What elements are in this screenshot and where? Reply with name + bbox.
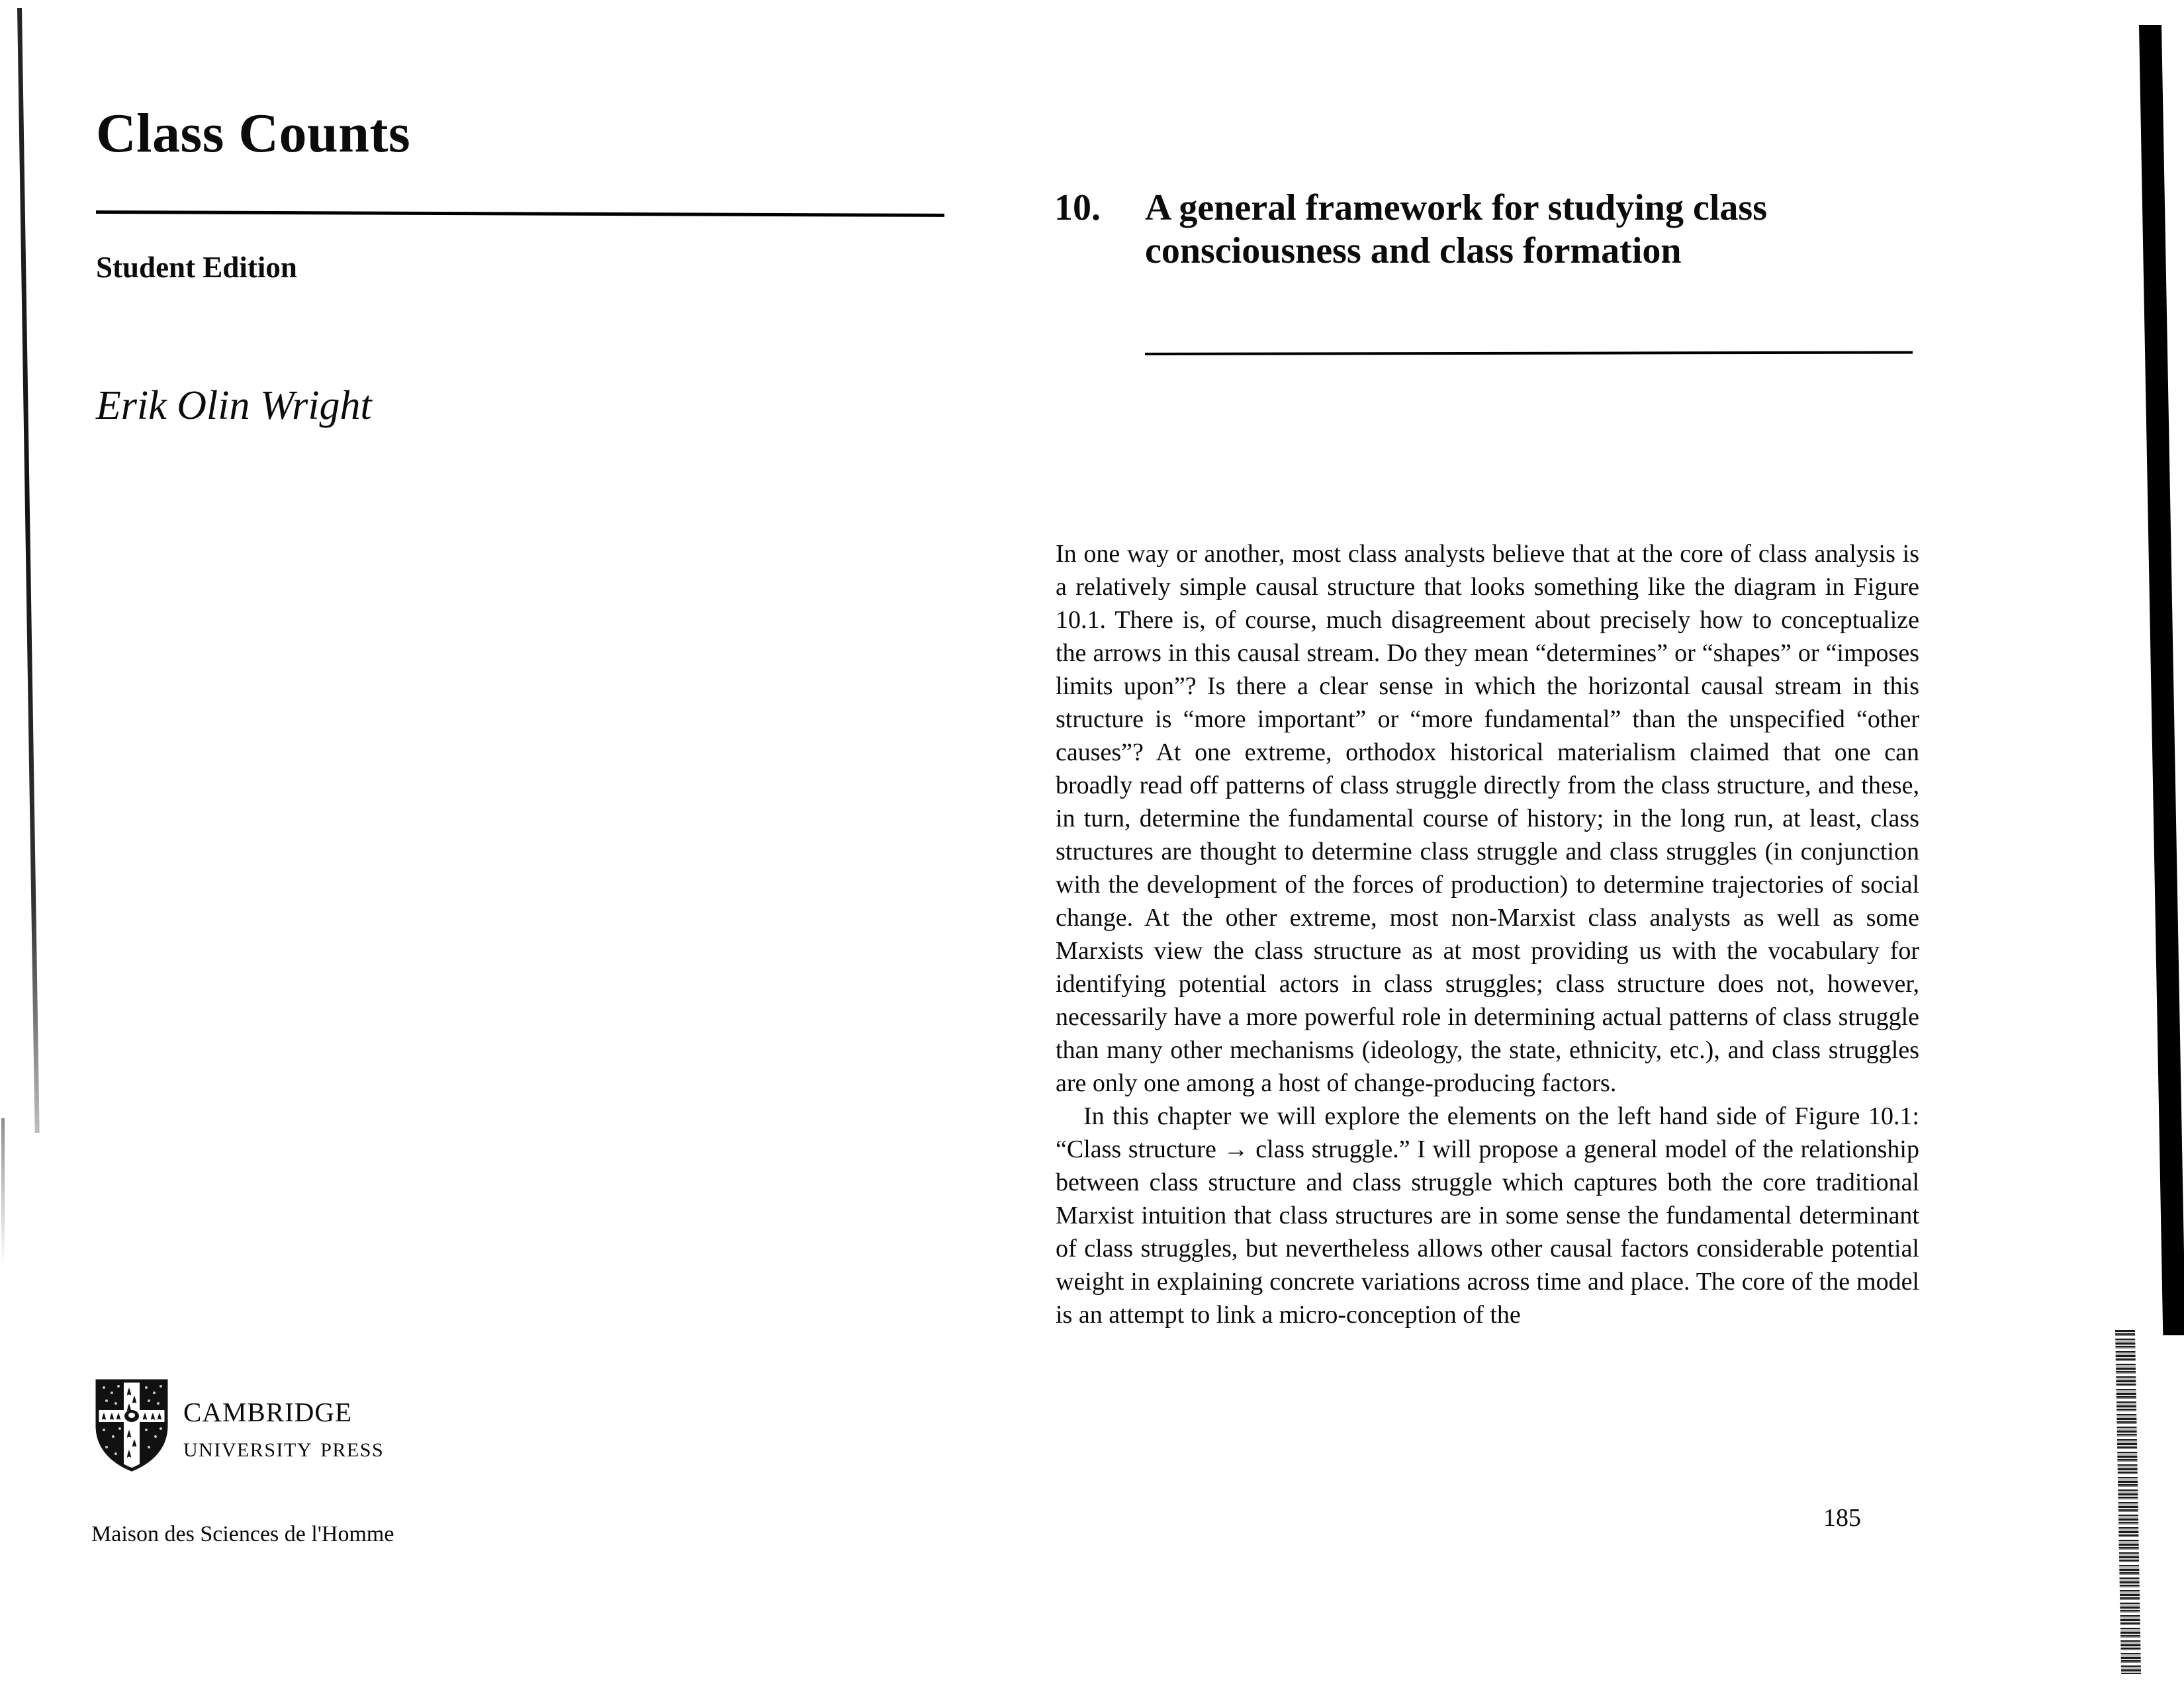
edition-label: Student Edition <box>96 251 297 284</box>
publisher-name-secondary: university press <box>183 1431 385 1463</box>
publisher-logo-block <box>95 1378 384 1472</box>
body-paragraph: In this chapter we will explore the elements on the left hand side of Figure 10.1: “Class structure → class struggle.” I will propose a general model of the relationship between class structure and class struggle which captures both the core traditional Marxist intuition that class structures are in some sense the fundamental determinant of class struggles, but nevertheless allows other causal factors considerable potential weight in explaining concrete variations across time and place. The core of the model is an attempt to link a micro-conception of the <box>1056 1102 1919 1329</box>
body-text-column <box>1056 537 1919 1331</box>
book-title: Class Counts <box>96 103 411 164</box>
publisher-name-primary: cambridge <box>183 1386 353 1430</box>
co-publisher-imprint: Maison des Sciences de l'Homme <box>91 1522 394 1546</box>
title-divider-rule <box>96 210 944 217</box>
chapter-title: A general framework for studying class consciousness and class formation <box>1145 187 1767 271</box>
chapter-opening-page <box>993 0 2184 1684</box>
chapter-divider-rule <box>1145 351 1913 355</box>
body-paragraph: In one way or another, most class analysts believe that at the core of class analysis is a relatively simple causal structure that looks something like the diagram in Figure 10.1. There is, of course, much disagreement about precisely how to conceptualize the arrows in this causal stream. Do they mean “determines” or “shapes” or “imposes limits upon”? Is there a clear sense in which the horizontal causal stream in this structure is “more important” or “more fundamental” than the unspecified “other causes”? At one extreme, orthodox historical materialism claimed that one can broadly read off patterns of class struggle directly from the class structure, and these, in turn, determine the fundamental course of history; in the long run, at least, class structures are thought to determine class struggle and class struggles (in conjunction with the development of the forces of production) to determine trajectories of social change. At the other extreme, most non-Marxist class analysts as well as some Marxists view the class structure as at most providing us with the vocabulary for identifying potential actors in class struggles; class structure does not, however, necessarily have a more powerful role in determining actual patterns of class struggle than many other mechanisms (ideology, the state, ethnicity, etc.), and class struggles are only one among a host of change-producing factors. <box>1056 540 1919 1097</box>
author-name: Erik Olin Wright <box>96 383 372 428</box>
publisher-wordmark <box>183 1386 385 1463</box>
chapter-number: 10. <box>1054 187 1101 228</box>
book-cover-page <box>0 0 993 1684</box>
chapter-heading <box>1054 187 1921 273</box>
page-number: 185 <box>1823 1504 1861 1532</box>
cambridge-shield-crest-icon <box>95 1378 169 1472</box>
